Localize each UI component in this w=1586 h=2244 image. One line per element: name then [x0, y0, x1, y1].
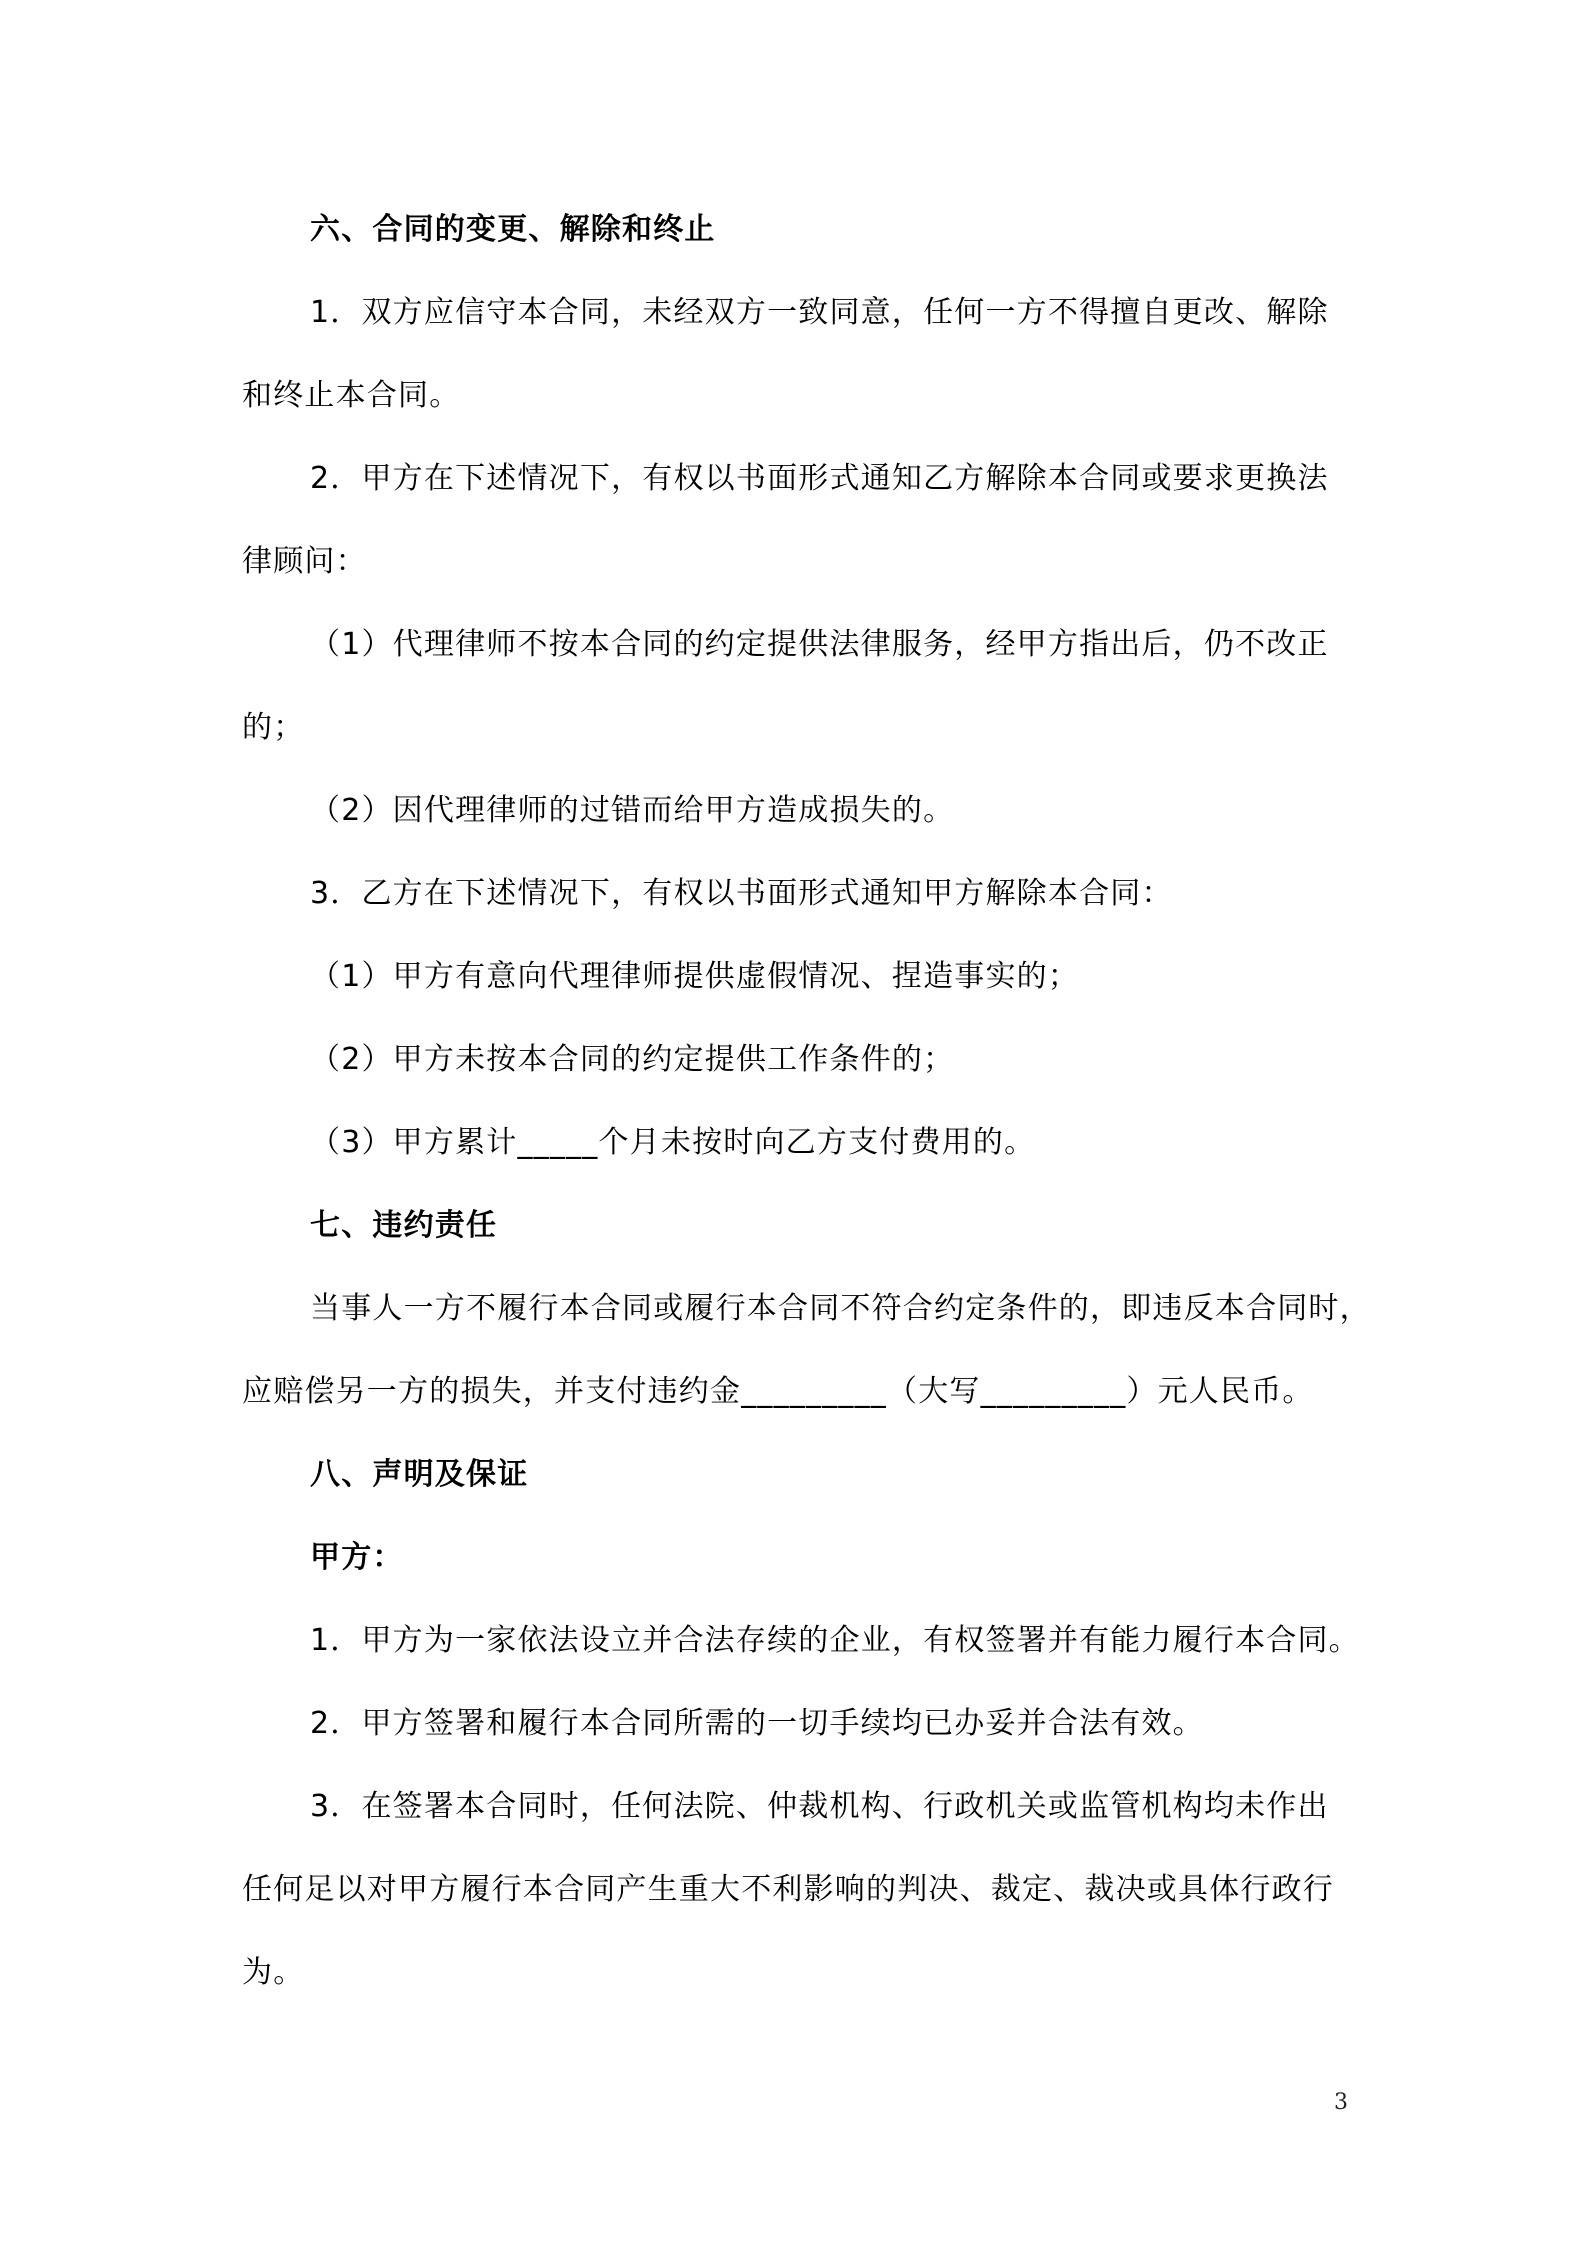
- paragraph-line: 任何足以对甲方履行本合同产生重大不利影响的判决、裁定、裁决或具体行政行: [242, 1872, 1334, 1907]
- paragraph-line: 为。: [242, 1955, 305, 1990]
- paragraph-line: 应赔偿另一方的损失，并支付违约金_________（大写_________）元人民币。: [242, 1374, 1314, 1409]
- paragraph-line: 当事人一方不履行本合同或履行本合同不符合约定条件的，即违反本合同时，: [310, 1291, 1371, 1326]
- paragraph-line: 1．甲方为一家依法设立并合法存续的企业，有权签署并有能力履行本合同。: [310, 1623, 1360, 1658]
- paragraph-line: 和终止本合同。: [242, 378, 461, 413]
- paragraph-line: （3）甲方累计_____个月未按时向乙方支付费用的。: [310, 1125, 1036, 1160]
- paragraph-line: 3．在签署本合同时，任何法院、仲裁机构、行政机关或监管机构均未作出: [310, 1789, 1329, 1824]
- page-number: 3: [1334, 2090, 1348, 2115]
- paragraph-line: （2）甲方未按本合同的约定提供工作条件的；: [310, 1042, 955, 1077]
- paragraph-line: 2．甲方在下述情况下，有权以书面形式通知乙方解除本合同或要求更换法: [310, 461, 1329, 496]
- section-heading-7: 七、违约责任: [310, 1208, 498, 1243]
- paragraph-line: 2．甲方签署和履行本合同所需的一切手续均已办妥并合法有效。: [310, 1706, 1204, 1741]
- party-a-label: 甲方：: [310, 1540, 404, 1575]
- paragraph-line: （2）因代理律师的过错而给甲方造成损失的。: [310, 793, 955, 828]
- section-heading-8: 八、声明及保证: [310, 1457, 529, 1492]
- paragraph-line: 的；: [242, 710, 305, 745]
- paragraph-line: 3．乙方在下述情况下，有权以书面形式通知甲方解除本合同：: [310, 876, 1173, 911]
- paragraph-line: （1）甲方有意向代理律师提供虚假情况、捏造事实的；: [310, 959, 1080, 994]
- paragraph-line: 律顾问：: [242, 544, 367, 579]
- paragraph-line: （1）代理律师不按本合同的约定提供法律服务，经甲方指出后，仍不改正: [310, 627, 1329, 662]
- section-heading-6: 六、合同的变更、解除和终止: [310, 212, 716, 247]
- paragraph-line: 1．双方应信守本合同，未经双方一致同意，任何一方不得擅自更改、解除: [310, 295, 1329, 330]
